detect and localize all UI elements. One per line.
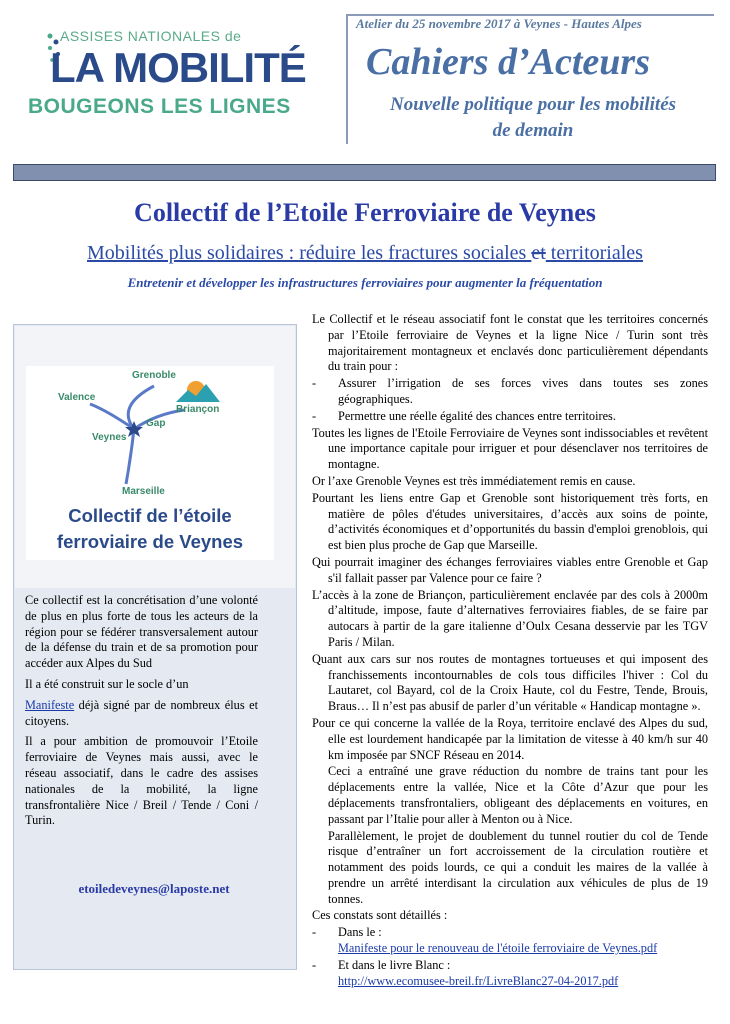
subtitle-strike: et bbox=[531, 242, 546, 264]
logo-top-text: ASSISES NATIONALES de bbox=[60, 28, 242, 44]
logo-main-text: LA MOBILITÉ bbox=[50, 44, 306, 91]
city-valence: Valence bbox=[58, 392, 96, 403]
logo-sub-text: BOUGEONS LES LIGNES bbox=[28, 95, 291, 118]
main-text-column bbox=[312, 312, 708, 990]
document-tagline: Entretenir et développer les infrastructures ferroviaires pour augmenter la fréquentation bbox=[127, 275, 603, 290]
header-subtitle-line2: de demain bbox=[492, 120, 574, 141]
city-gap: Gap bbox=[146, 418, 166, 429]
paragraph: Pour ce qui concerne la vallée de la Roya, territoire enclavé des Alpes du sud, elle est lourdement handicapée par la limitation de vitesse à 40 km/h sur 40 km imposée par SNCF Réseau en 2014. bbox=[312, 715, 708, 762]
paragraph: Pourtant les liens entre Gap et Grenoble sont historiquement très forts, en matière de pôles d'études universitaires, d’accès aux soins de pointe, d’activités économiques et d’opportunités du bassin d'emploi grenoblois, qui est bien plus proche de Gap que Marseille. bbox=[312, 490, 708, 553]
contact-email[interactable]: etoiledeveynes@laposte.net bbox=[78, 881, 230, 896]
manifeste-link[interactable]: Manifeste bbox=[25, 697, 75, 712]
paragraph: Toutes les lignes de l'Etoile Ferroviaire de Veynes sont indissociables et revêtent une importance capitale pour irriguer et pour désenclaver nos territoires de montagne. bbox=[312, 425, 708, 472]
document-subtitle bbox=[0, 242, 730, 265]
sidebar-paragraph: Il a été construit sur le socle d’un bbox=[25, 676, 189, 691]
header-subtitle-line1: Nouvelle politique pour les mobilités bbox=[389, 94, 677, 115]
header-title: Cahiers d’Acteurs bbox=[366, 41, 650, 83]
document-title: Collectif de l’Etoile Ferroviaire de Veynes bbox=[134, 198, 596, 227]
city-veynes: Veynes bbox=[92, 432, 127, 443]
bullet-item: - Et dans le livre Blanc : http://www.ecomusee-breil.fr/LivreBlanc27-04-2017.pdf bbox=[312, 957, 619, 988]
bullet-item: - Dans le : Manifeste pour le renouveau de l'étoile ferroviaire de Veynes.pdf bbox=[312, 925, 658, 956]
sidebar-paragraph bbox=[25, 698, 258, 730]
sidebar-paragraph-rest: déjà signé par de nombreux élus et citoyens. bbox=[25, 697, 258, 728]
collectif-caption-line2: ferroviaire de Veynes bbox=[56, 531, 244, 552]
paragraph: Quant aux cars sur nos routes de montagnes tortueuses et qui imposent des franchissements incontournables de cols tous difficiles l'hiver : Col du Lautaret, col Bayard, col de la Croix Haute, col du Festre, Tende, Brouis, Braus… Il n’est pas abusif de parler d’un véritable « Handicap montagne ». bbox=[312, 651, 708, 714]
bullet-text: Et dans le livre Blanc : bbox=[338, 957, 451, 972]
subtitle-part-c: territoriales bbox=[545, 242, 643, 264]
paragraph: Or l’axe Grenoble Veynes est très immédiatement remis en cause. bbox=[312, 473, 636, 488]
manifeste-pdf-link[interactable]: Manifeste pour le renouveau de l'étoile ferroviaire de Veynes.pdf bbox=[338, 941, 658, 956]
sidebar-text bbox=[25, 593, 258, 834]
paragraph: Parallèlement, le projet de doublement du tunnel routier du col de Tende risque d’entraîner un fort accroissement de la circulation routière et notamment des poids lourds, ce qui a conduit les maires de la vallée à prendre un arrêté interdisant la circulation aux véhicules de plus de 19 tonnes. bbox=[328, 828, 708, 906]
subtitle-part-a: Mobilités plus solidaires : réduire les fractures sociales bbox=[87, 242, 532, 264]
city-marseille: Marseille bbox=[122, 486, 165, 497]
paragraph: Le Collectif et le réseau associatif font le constat que les territoires concernés par l’Etoile ferroviaire de Veynes et la ligne Nice / Turin sont très majoritairement montagneux et enclavés donc particulièrement dépendants du train pour : bbox=[312, 312, 708, 374]
sidebar-paragraph: Ce collectif est la concrétisation d’une volonté de plus en plus forte de tous les acteurs de la région pour se fédérer transversalement autour de la défense du train et de sa promotion pour accéder aux Alpes du Sud bbox=[25, 593, 258, 671]
bullet-text: Dans le : bbox=[338, 925, 382, 940]
header-divider-band bbox=[13, 164, 716, 181]
paragraph: Ces constats sont détaillés : bbox=[312, 908, 448, 923]
bullet-item: - Permettre une réelle égalité des chances entre territoires. bbox=[312, 408, 616, 423]
paragraph: Ceci a entraîné une grave réduction du nombre de trains tant pour les déplacements entre la vallée, Nice et la Côte d’Azur que pour les déplacements transfrontaliers, obligeant des déplacements en voitures, en passant par l’Italie pour aller à Menton ou à Nice. bbox=[328, 764, 708, 826]
livre-blanc-link[interactable]: http://www.ecomusee-breil.fr/LivreBlanc27-04-2017.pdf bbox=[338, 973, 619, 988]
paragraph: Qui pourrait imaginer des échanges ferroviaires viables entre Grenoble et Gap s'il fallait passer par Valence pour ce faire ? bbox=[312, 554, 708, 585]
bullet-text: Permettre une réelle égalité des chances entre territoires. bbox=[338, 408, 616, 423]
header-date: Atelier du 25 novembre 2017 à Veynes - Hautes Alpes bbox=[356, 16, 642, 31]
collectif-logo-card bbox=[26, 366, 274, 560]
paragraph: L’accès à la zone de Briançon, particulièrement enclavée par des cols à 2000m d’altitude, impose, faute d’alternatives ferroviaires fiables, de se faire par autocars à partir de la gare italienne d’Oulx Cesana desservie par les TGV Paris / Milan. bbox=[312, 587, 708, 649]
bullet-text: Assurer l’irrigation de ses forces vives dans toutes ses zones géographiques. bbox=[338, 376, 708, 406]
rail-star-map bbox=[26, 366, 274, 560]
header-subtitle bbox=[356, 92, 710, 144]
collectif-caption-line1: Collectif de l’étoile bbox=[68, 505, 232, 526]
bullet-item: - Assurer l’irrigation de ses forces vives dans toutes ses zones géographiques. bbox=[312, 376, 708, 406]
sidebar-paragraph: Il a pour ambition de promouvoir l’Etoile ferroviaire de Veynes mais aussi, avec le réseau associatif, dans le cadre des assises nationales de la mobilité, la ligne transfrontalière Nice / Breil / Tende / Coni / Turin. bbox=[25, 734, 258, 828]
city-briancon: Briançon bbox=[176, 404, 220, 415]
city-grenoble: Grenoble bbox=[132, 370, 176, 381]
